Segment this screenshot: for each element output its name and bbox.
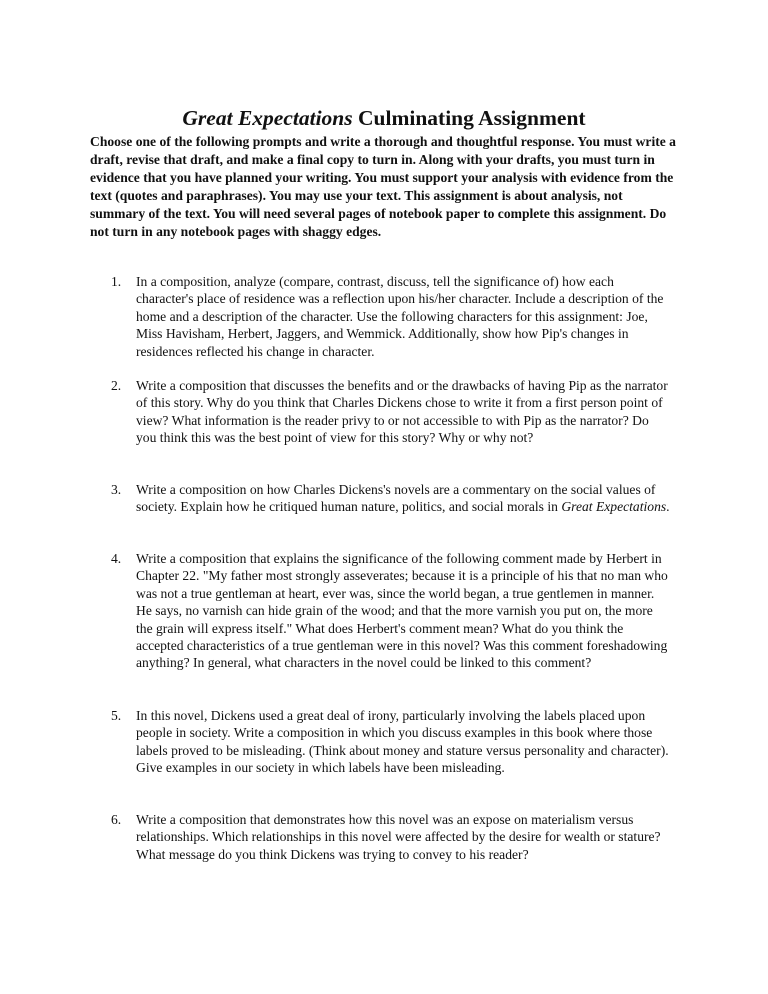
page-title — [0, 104, 768, 132]
prompt-number: 4. — [111, 551, 122, 566]
prompt-book-title: Great Expectations — [561, 499, 667, 515]
prompt-number: 5. — [111, 708, 122, 723]
prompt-text-start: Write a composition on how Charles Dickens's novels are a commentary on the social values of society. Explain how he critiqued human nature, politics, and social morals in — [136, 482, 656, 515]
prompt-text — [136, 481, 671, 516]
prompt-number: 6. — [111, 812, 122, 827]
title-book-name: Great Expectations — [182, 106, 353, 131]
prompt-text-end: . — [666, 499, 670, 515]
intro-paragraph: Choose one of the following prompts and write a thorough and thoughtful response. You must write a draft, revise that draft, and make a final copy to turn in. Along with your drafts, you must turn in evidence that you have planned your writing. You must support your analysis with evidence from the text (quotes and paraphrases). You may use your text. This assignment is about analysis, not summary of the text. You will need several pages of notebook paper to complete this assignment. Do not turn in any notebook pages with shaggy edges. — [90, 134, 676, 239]
prompt-number: 1. — [111, 274, 122, 289]
prompt-text: Write a composition that demonstrates how this novel was an expose on materialism versus relationships. Which relationships in this novel were affected by the desire for wealth or stature? What message do you think Dickens was trying to convey to his reader? — [136, 812, 661, 862]
prompt-text: Write a composition that explains the significance of the following comment made by Herbert in Chapter 22. "My father most strongly asseverates; because it is a principle of his that no man who was not a true gentleman at heart, ever was, since the world began, a true gentlemen in manner. He says, no varnish can hide grain of the wood; and that the more varnish you put on, the more the grain will express itself." What does Herbert's comment mean? What do you think the accepted characteristics of a true gentleman were in this novel? Was this comment foreshadowing anything? In general, what characters in the novel could be linked to this comment? — [136, 551, 668, 671]
prompt-number: 2. — [111, 378, 122, 393]
prompt-text: In a composition, analyze (compare, contrast, discuss, tell the significance of) how each character's place of residence was a reflection upon his/her character. Include a description of the home and a description of the character. Use the following characters for this assignment: Joe, Miss Havisham, Herbert, Jaggers, and Wemmick. Additionally, show how Pip's changes in residences reflected his change in character. — [136, 274, 664, 359]
title-rest: Culminating Assignment — [352, 106, 586, 131]
prompt-number: 3. — [111, 482, 122, 497]
prompt-text: Write a composition that discusses the benefits and or the drawbacks of having Pip as the narrator of this story. Why do you think that Charles Dickens chose to write it from a first person point of view? What information is the reader privy to or not accessible to with Pip as the narrator? Do you think this was the best point of view for this story? Why or why not? — [136, 378, 668, 446]
prompt-text: In this novel, Dickens used a great deal of irony, particularly involving the labels placed upon people in society. Write a composition in which you discuss examples in this book where those labels proved to be misleading. (Think about money and stature versus personality and character). Give examples in our society in which labels have been misleading. — [136, 708, 669, 776]
